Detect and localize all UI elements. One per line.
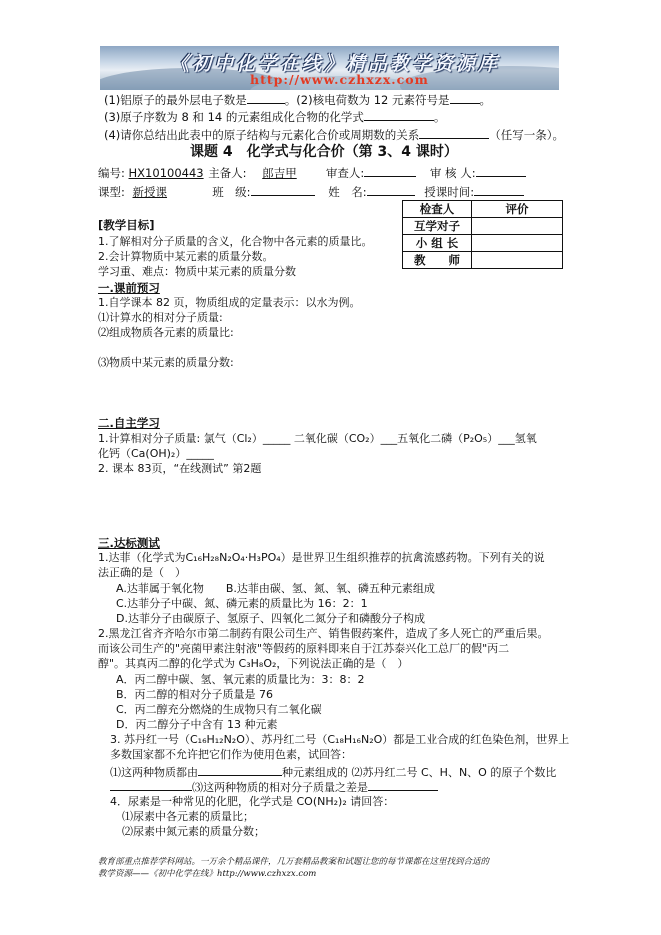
q2-line: 而该公司生产的"亮菌甲素注射液"等假药的原料即来自于江苏泰兴化工总厂的假"丙二 xyxy=(98,642,510,655)
lesson-title: 课题 4 化学式与化合价（第 3、4 课时） xyxy=(190,144,458,160)
lesson-type: 新授课 xyxy=(132,185,168,199)
q3-line: ⑶这两种物质的相对分子质量之差是 xyxy=(110,779,438,795)
self-study-line: 1.计算相对分子质量: 氯气（Cl₂）_____ 二氧化碳（CO₂）___五氧化二磷（P₂O₅）___氢氧 xyxy=(98,432,537,445)
intro-q3: (3)原子序数为 8 和 14 的元素组成化合物的化学式 。 xyxy=(104,110,446,124)
q4-item: ⑴尿素中各元素的质量比； xyxy=(122,810,254,823)
preview-line: ⑶物质中某元素的质量分数: xyxy=(98,356,234,369)
preview-heading: 一.课前预习 xyxy=(98,281,160,295)
lesson-code: HX10100443 xyxy=(128,166,204,180)
q1-line: 1.达菲（化学式为C₁₆H₂₈N₂O₄·H₃PO₄）是世界卫生组织推荐的抗禽流感药物。下列有关的说 xyxy=(98,551,545,564)
q4-item: ⑵尿素中氮元素的质量分数； xyxy=(122,825,265,838)
evaluation-table: 检查人 评价 互学对子 小 组 长 教 师 xyxy=(402,200,563,269)
test-heading: 三.达标测试 xyxy=(98,536,160,550)
self-study-heading: 二.自主学习 xyxy=(98,416,160,430)
preview-line: 1.自学课本 82 页，物质组成的定量表示：以水为例。 xyxy=(98,296,361,309)
q4-line: 4．尿素是一种常见的化肥，化学式是 CO(NH₂)₂ 请回答： xyxy=(110,795,395,808)
eval-cell[interactable] xyxy=(472,218,563,235)
footer-line: 教育部重点推荐学科网站。一万余个精品课件，几万套精品教案和试题让您的每节课都在这里找到合适的 xyxy=(98,857,490,867)
q2-option: A．丙二醇中碳、氢、氧元素的质量比为：3：8：2 xyxy=(116,673,365,686)
q3-line: ⑴这两种物质都由 种元素组成的 ⑵苏丹红二号 C、H、N、O 的原子个数比 xyxy=(110,766,557,779)
banner-url[interactable]: http://www.czhxzx.com xyxy=(250,72,429,87)
q1-option: D.达菲分子由碳原子、氢原子、四氧化二氮分子和磷酸分子构成 xyxy=(116,612,425,625)
info-line-2: 课型: 新授课 班 级: 姓 名: 授课时间: xyxy=(98,184,524,199)
info-line-1: 编号: HX10100443 主备人: 郎吉甲 审查人: 审 核 人: xyxy=(98,165,526,180)
q2-option: C．丙二醇充分燃烧的生成物只有二氧化碳 xyxy=(116,703,322,716)
preview-line: ⑴计算水的相对分子质量: xyxy=(98,311,223,324)
self-study-line: 2. 课本 83页，“在线测试” 第2题 xyxy=(98,462,262,475)
footer-line: 教学资源——《初中化学在线》http://www.czhxzx.com xyxy=(98,869,317,879)
q1-line: 法正确的是（ ） xyxy=(98,566,186,579)
intro-q4: (4)请你总结出此表中的原子结构与元素化合价或周期数的关系 （任写一条）。 xyxy=(104,128,565,142)
q1-option: C.达菲分子中碳、氮、磷元素的质量比为 16：2：1 xyxy=(116,597,368,610)
banner xyxy=(100,46,559,90)
q3-line: 3. 苏丹红一号（C₁₆H₁₂N₂O）、苏丹红二号（C₁₈H₁₆N₂O）都是工业合成的红色染色剂，世界上 xyxy=(110,733,570,746)
eval-cell[interactable] xyxy=(472,235,563,252)
objective-item: 1.了解相对分子质量的含义，化合物中各元素的质量比。 xyxy=(98,235,373,248)
eval-cell[interactable] xyxy=(472,252,563,269)
preview-line: ⑵组成物质各元素的质量比: xyxy=(98,326,234,339)
q2-line: 醇"。其真丙二醇的化学式为 C₃H₈O₂，下列说法正确的是（ ） xyxy=(98,657,409,670)
self-study-line: 化钙（Ca(OH)₂）_____ xyxy=(98,447,214,460)
intro-q1: (1)铝原子的最外层电子数是 。(2)核电荷数为 12 元素符号是 。 xyxy=(104,93,492,107)
lesson-author: 郎吉甲 xyxy=(262,166,297,180)
q2-option: D．丙二醇分子中含有 13 种元素 xyxy=(116,718,278,731)
q1-option: A.达菲属于氧化物 B.达菲由碳、氢、氮、氧、磷五种元素组成 xyxy=(116,582,435,595)
q2-option: B．丙二醇的相对分子质量是 76 xyxy=(116,688,274,701)
objective-item: 2.会计算物质中某元素的质量分数。 xyxy=(98,250,274,263)
q3-line: 多数国家都不允许把它们作为使用色素，试回答： xyxy=(110,748,352,761)
objective-item: 学习重、难点：物质中某元素的质量分数 xyxy=(98,265,296,278)
banner-title: 《初中化学在线》精品教学资源库 xyxy=(170,53,501,75)
objectives-heading: [教学目标] xyxy=(98,218,155,232)
q2-line: 2.黑龙江省齐齐哈尔市第二制药有限公司生产、销售假药案件，造成了多人死亡的严重后果。 xyxy=(98,627,549,640)
